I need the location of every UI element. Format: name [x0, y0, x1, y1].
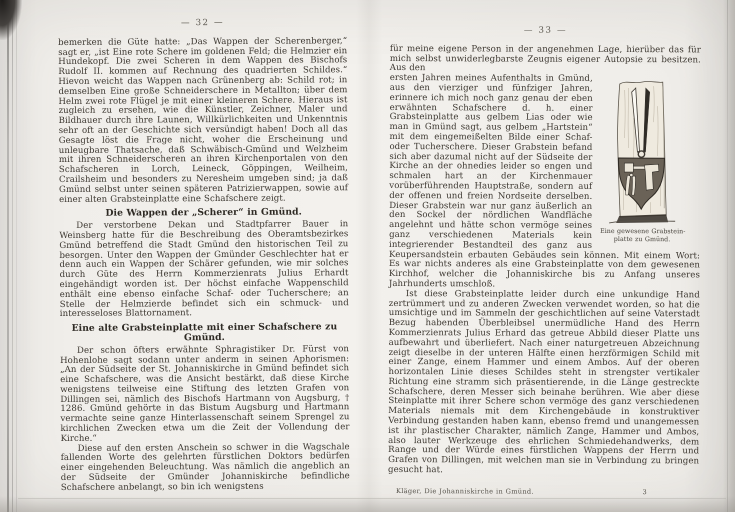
footer-sheet-number: 3 — [642, 487, 647, 496]
book-spine-edge — [16, 0, 17, 512]
text-with-figure — [388, 74, 701, 477]
figure-caption — [600, 228, 684, 244]
scan-right-shadow — [723, 0, 735, 512]
paragraph: Der verstorbene Dekan und Stadtpfarrer Bauer in Weinsberg hatte für die Beschreibung des Oberamtsbezirkes Gmünd betreffend die Stadt Gmünd den historischen Teil zu besorgen. Unter den Wappen der Gmünder Geschlechter hat er denn auch ein Wappen der Schärer gefunden, wie mir solches durch Güte des Herrn Kommerzienrats Julius Erhardt eingehändigt worden ist. Der höchst einfache Wappenschild enthält eine ebenso einfache Schaf- oder Tucherschere; an Stelle der Helmzierde befindet sich ein schmuck- und interesseloses Blattornament. — [59, 219, 349, 320]
paragraph: bemerken die Güte hatte: „Das Wappen der Scherenberger,“ sagt er, „ist Eine rote Schere im goldenen Feld; die Helmzier ein Hundekopf. Die zwei Scheren in dem Wappen des Bischofs Rudolf II. kommen auf Rechnung des quadrierten Schildes.“ Hievon weicht das Wappen nach Grünenberg ab: Schild rot; in demselben Eine große Schneiderschere in Metallton; über dem Helm zwei rote Flügel je mit einer kleineren Schere. Hieraus ist zugleich zu ersehen, wie die Künstler, Zeichner, Maler und Bildhauer durch ihre Launen, Willkürlichkeiten und Unkenntnis sehr oft an der Geschichte sich versündigt haben! Doch all das Gesagte löst die Frage nicht, woher die Erscheinung und unleugbare Thatsache, daß Schwäbisch-Gmünd und Welzheim mit ihren Schneiderscheren an ihren Kirchenportalen von den Schafscheren in Lorch, Leineck, Göppingen, Weilheim, Crailsheim und besonders zu Neresheim umgeben sind; ja daß Gmünd selbst unter seinen späteren Patrizierwappen, sowie auf einer alten Grabsteinplatte eine Schafschere zeigt. — [58, 36, 349, 205]
paragraph: ersten Jahren meines Aufenthalts in Gmünd, aus den vierziger und fünfziger Jahren, erinnere ich mich noch ganz genau der eben erwähnten Schafschere d. h. einer Grabsteinplatte aus gelbem Lias oder wie man in Gmünd sagt, aus gelbem „Hartstein“ mit dem eingemeißelten Bilde einer Schaf- oder Tucherschere. Dieser Grabstein befand sich aber dazumal nicht auf der Südseite der Kirche an der ohnedies leider so engen und schmalen hart an der Kirchenmauer vorüberführenden Hauptstraße, sondern auf der offenen und freien Nordseite derselben. Dieser Grabstein war nur ganz äußerlich an den Sockel der nördlichen Wandfläche angelehnt und hätte schon vermöge seines ganz verschiedenen Materials kein integrierender Bestandteil des ganz aus Keupersandstein erbauten Gebäudes sein können. Mit einem Wort: Es war nichts anderes als eine Grabsteinplatte von dem gewesenen Kirchhof, welcher die Johanniskirche bis zu Anfang unseres Jahrhunderts umschloß. — [388, 73, 701, 290]
figure-caption-line: platte zu Gmünd. — [613, 235, 671, 244]
paragraph: Diese auf den ersten Anschein so schwer in die Wagschale fallenden Worte des gelehrten fürstlichen Doktors bedürfen einer eingehenden Beleuchtung. Was nämlich die angeblich an der Südseite der Gmünder Johanniskirche befindliche Schafschere anbelangt, so bin ich wenigstens — [60, 441, 350, 493]
spine-corner-shadow — [0, 0, 22, 40]
page-number: — 32 — — [180, 17, 225, 29]
paragraph: Ist diese Grabsteinplatte leider durch eine unkundige Hand zertrümmert und zu anderen Zwecken verwendet worden, so hat die umsichtige und im Sammeln der geschichtlichen auf seine Vaterstadt Bezug habenden Überbleibsel unermüdliche Hand des Herrn Kommerzienrats Julius Erhard das getreue Abbild dieser Platte uns aufbewahrt und überliefert. Nach einer naturgetreuen Abzeichnung zeigt dieselbe in der unteren Hälfte einen herzförmigen Schild mit einer Zange, einem Hammer und einem Ambos. Auf der oberen horizontalen Linie dieses Schildes steht in strengster vertikaler Richtung eine stramm sich präsentierende, in die Länge gestreckte Schafschere, deren Messer sich beinahe berühren. Wie aber diese Steinplatte mit ihrer Schere schon vermöge des ganz verschiedenen Materials niemals mit dem Kirchengebäude in konstruktiver Verbindung gestanden haben kann, ebenso fremd und unangemessen ist ihr plastischer Charakter, nämlich Zange, Hammer und Ambos, also lauter Werkzeuge des ehrlichen Schmiedehandwerks, dem Range und der Würde eines fürstlichen Wappens der Herrn und Grafen von Dillingen, mit welchen man sie in Verbindung zu bringen gesucht hat. — [388, 288, 700, 476]
gravestone-figure — [598, 76, 701, 244]
left-page — [58, 18, 350, 493]
section-heading-grabsteinplatte: Eine alte Grabsteinplatte mit einer Schafschere zu Gmünd. — [71, 321, 338, 344]
paragraph: für meine eigene Person in der angenehmen Lage, hierüber das für mich selbst unwiderlegbarste Zeugnis eigener Autopsie zu besitzen. Aus den — [389, 43, 701, 74]
book-spine-edge — [12, 0, 13, 512]
paragraph: Der schon öfters erwähnte Sphragistiker Dr. Fürst von Hohenlohe sagt sodann unter anderm in seinen Aphorismen: „An der Südseite der St. Johanniskirche in Gmünd befindet sich eine Schafschere, was die Ansicht bestärkt, daß diese Kirche wenigstens teilweise eine Stiftung des letzten Grafen von Dillingen sei, nämlich des Bischofs Hartmann von Augsburg, † 1286. Gmünd gehörte in das Bistum Augsburg und Hartmann vermachte seine ganze Hinterlassenschaft seinem Sprengel zu kirchlichen Zwecken etwa um die Zeit der Vollendung der Kirche.“ — [60, 343, 350, 444]
page-number: — 33 — — [523, 25, 568, 36]
section-heading-wappen-der-scherer: Die Wappen der „Scherer“ in Gmünd. — [105, 206, 302, 220]
figure-caption-line: Eine gewesene Grabstein- — [600, 228, 686, 236]
gravestone-illustration — [605, 76, 680, 226]
footer-signature: Kläger, Die Johanniskirche in Gmünd. — [395, 486, 534, 496]
page-gutter-shadow — [356, 0, 382, 512]
right-page — [388, 26, 701, 498]
gravestone-figure-inner — [600, 76, 685, 244]
scan-bottom-shadow — [0, 496, 735, 512]
book-spine-edge — [7, 0, 9, 512]
